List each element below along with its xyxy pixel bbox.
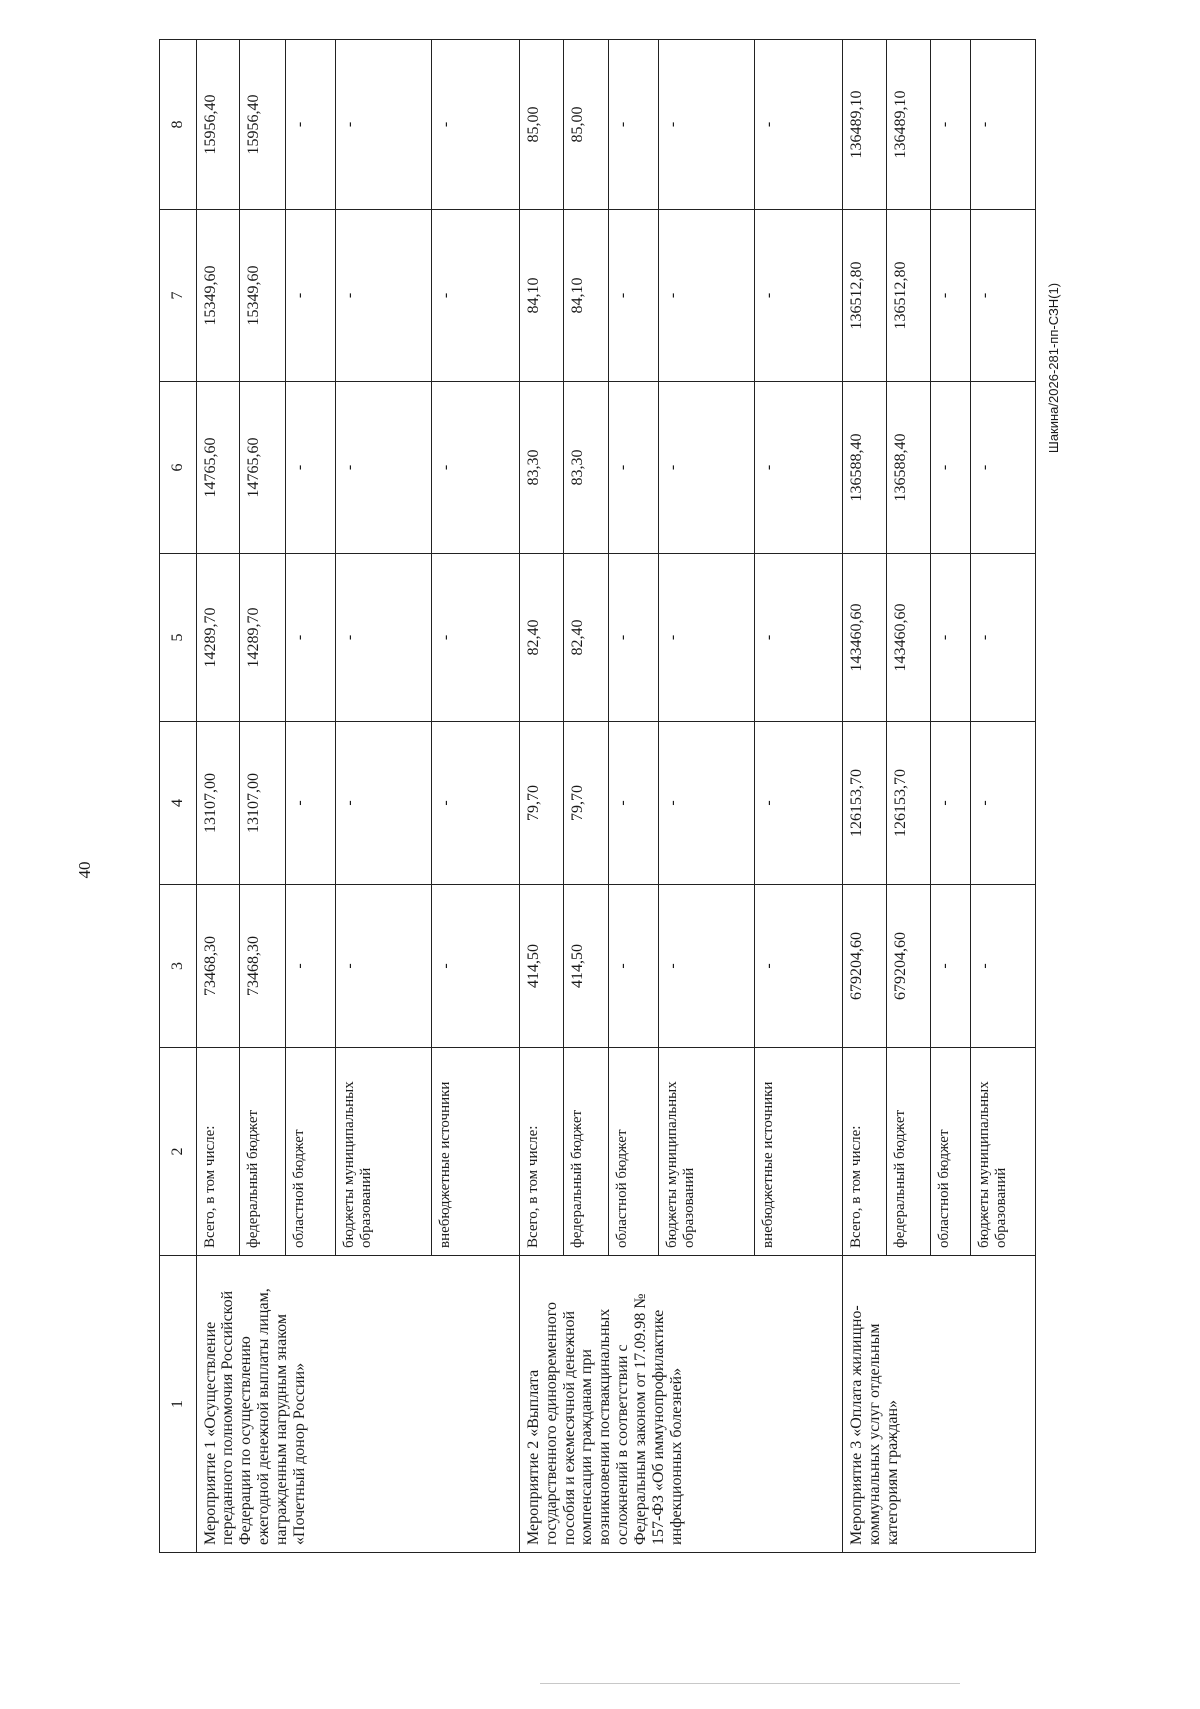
amount-cell: 136489,10 [843, 40, 887, 210]
page-number: 40 [75, 861, 94, 879]
column-header: 5 [160, 554, 197, 722]
event-description: Мероприятие 2 «Выплата государственного единовременного пособия и ежемесячной денежной компенсации гражданам при возникновении поствакцинальных осложнений в соответствии с Федеральным законом от 17.09.98 № 157-ФЗ «Об иммунопрофилактике инфекционных болезней» [519, 1256, 842, 1553]
column-header: 4 [160, 722, 197, 885]
amount-cell: 679204,60 [843, 885, 887, 1048]
amount-cell: - [659, 885, 755, 1048]
document-code: Шакина/2026-281-пп-СЗН(1) [1046, 282, 1061, 454]
amount-cell: - [971, 722, 1036, 885]
amount-cell: 143460,60 [843, 554, 887, 722]
event-description: Мероприятие 3 «Оплата жилищно-коммунальных услуг отдельным категориям граждан» [843, 1256, 1036, 1553]
amount-cell: - [432, 554, 520, 722]
amount-cell: - [659, 210, 755, 382]
amount-cell: 15956,40 [240, 40, 286, 210]
amount-cell: 136588,40 [886, 382, 930, 554]
amount-cell: - [609, 885, 659, 1048]
amount-cell: - [755, 210, 843, 382]
amount-cell: 414,50 [563, 885, 609, 1048]
amount-cell: 136512,80 [843, 210, 887, 382]
column-header: 1 [160, 1256, 197, 1553]
amount-cell: 79,70 [519, 722, 563, 885]
amount-cell: 14765,60 [196, 382, 240, 554]
column-header: 6 [160, 382, 197, 554]
column-header: 8 [160, 40, 197, 210]
amount-cell: 73468,30 [196, 885, 240, 1048]
amount-cell: 82,40 [563, 554, 609, 722]
amount-cell: 73468,30 [240, 885, 286, 1048]
amount-cell: - [971, 210, 1036, 382]
amount-cell: - [609, 40, 659, 210]
amount-cell: 13107,00 [240, 722, 286, 885]
amount-cell: - [609, 382, 659, 554]
amount-cell: 15349,60 [240, 210, 286, 382]
amount-cell: - [336, 722, 432, 885]
amount-cell: - [971, 40, 1036, 210]
table-row [843, 40, 887, 1553]
amount-cell: - [659, 554, 755, 722]
amount-cell: 143460,60 [886, 554, 930, 722]
amount-cell: - [432, 722, 520, 885]
funding-source: федеральный бюджет [563, 1048, 609, 1256]
amount-cell: - [336, 382, 432, 554]
amount-cell: 126153,70 [886, 722, 930, 885]
funding-source: бюджеты муниципальных образований [659, 1048, 755, 1256]
amount-cell: 82,40 [519, 554, 563, 722]
amount-cell: - [930, 554, 971, 722]
funding-source: Всего, в том числе: [519, 1048, 563, 1256]
funding-source: областной бюджет [286, 1048, 336, 1256]
amount-cell: - [659, 382, 755, 554]
amount-cell: - [286, 40, 336, 210]
amount-cell: - [930, 382, 971, 554]
column-header: 7 [160, 210, 197, 382]
amount-cell: 14289,70 [240, 554, 286, 722]
column-header: 2 [160, 1048, 197, 1256]
amount-cell: - [755, 885, 843, 1048]
amount-cell: 136489,10 [886, 40, 930, 210]
amount-cell: 15349,60 [196, 210, 240, 382]
amount-cell: - [432, 40, 520, 210]
funding-source: бюджеты муниципальных образований [336, 1048, 432, 1256]
event-description: Мероприятие 1 «Осуществление переданного полномочия Российской Федерации по осуществлению ежегодной денежной выплаты лицам, награжденным нагрудным знаком «Почетный донор России» [196, 1256, 519, 1553]
amount-cell: - [755, 40, 843, 210]
amount-cell: - [432, 382, 520, 554]
amount-cell: - [930, 40, 971, 210]
amount-cell: - [336, 554, 432, 722]
amount-cell: - [286, 554, 336, 722]
amount-cell: 14289,70 [196, 554, 240, 722]
amount-cell: - [286, 722, 336, 885]
table-body [160, 40, 1036, 1553]
amount-cell: - [609, 722, 659, 885]
amount-cell: - [659, 40, 755, 210]
table-row [196, 40, 240, 1553]
amount-cell: 15956,40 [196, 40, 240, 210]
funding-source: областной бюджет [930, 1048, 971, 1256]
amount-cell: 414,50 [519, 885, 563, 1048]
amount-cell: - [755, 382, 843, 554]
amount-cell: - [286, 382, 336, 554]
budget-table-container [159, 40, 1036, 1553]
amount-cell: - [971, 554, 1036, 722]
funding-source: федеральный бюджет [240, 1048, 286, 1256]
amount-cell: 83,30 [519, 382, 563, 554]
amount-cell: - [432, 885, 520, 1048]
amount-cell: 136512,80 [886, 210, 930, 382]
column-header: 3 [160, 885, 197, 1048]
amount-cell: - [432, 210, 520, 382]
amount-cell: - [930, 210, 971, 382]
funding-source: Всего, в том числе: [196, 1048, 240, 1256]
budget-table [159, 39, 1036, 1553]
amount-cell: 85,00 [519, 40, 563, 210]
amount-cell: - [971, 885, 1036, 1048]
amount-cell: - [609, 210, 659, 382]
amount-cell: - [659, 722, 755, 885]
table-row [519, 40, 563, 1553]
amount-cell: 84,10 [519, 210, 563, 382]
amount-cell: 84,10 [563, 210, 609, 382]
amount-cell: 85,00 [563, 40, 609, 210]
amount-cell: 679204,60 [886, 885, 930, 1048]
amount-cell: 13107,00 [196, 722, 240, 885]
amount-cell: 14765,60 [240, 382, 286, 554]
amount-cell: - [930, 722, 971, 885]
amount-cell: 126153,70 [843, 722, 887, 885]
amount-cell: - [609, 554, 659, 722]
amount-cell: - [971, 382, 1036, 554]
funding-source: областной бюджет [609, 1048, 659, 1256]
funding-source: внебюджетные источники [432, 1048, 520, 1256]
amount-cell: - [336, 40, 432, 210]
funding-source: бюджеты муниципальных образований [971, 1048, 1036, 1256]
amount-cell: - [336, 210, 432, 382]
amount-cell: 79,70 [563, 722, 609, 885]
amount-cell: - [755, 722, 843, 885]
column-header-row [160, 40, 197, 1553]
amount-cell: - [755, 554, 843, 722]
amount-cell: 83,30 [563, 382, 609, 554]
amount-cell: - [930, 885, 971, 1048]
funding-source: Всего, в том числе: [843, 1048, 887, 1256]
funding-source: федеральный бюджет [886, 1048, 930, 1256]
funding-source: внебюджетные источники [755, 1048, 843, 1256]
amount-cell: - [286, 885, 336, 1048]
amount-cell: - [286, 210, 336, 382]
amount-cell: 136588,40 [843, 382, 887, 554]
amount-cell: - [336, 885, 432, 1048]
scan-artifact [540, 1683, 960, 1684]
